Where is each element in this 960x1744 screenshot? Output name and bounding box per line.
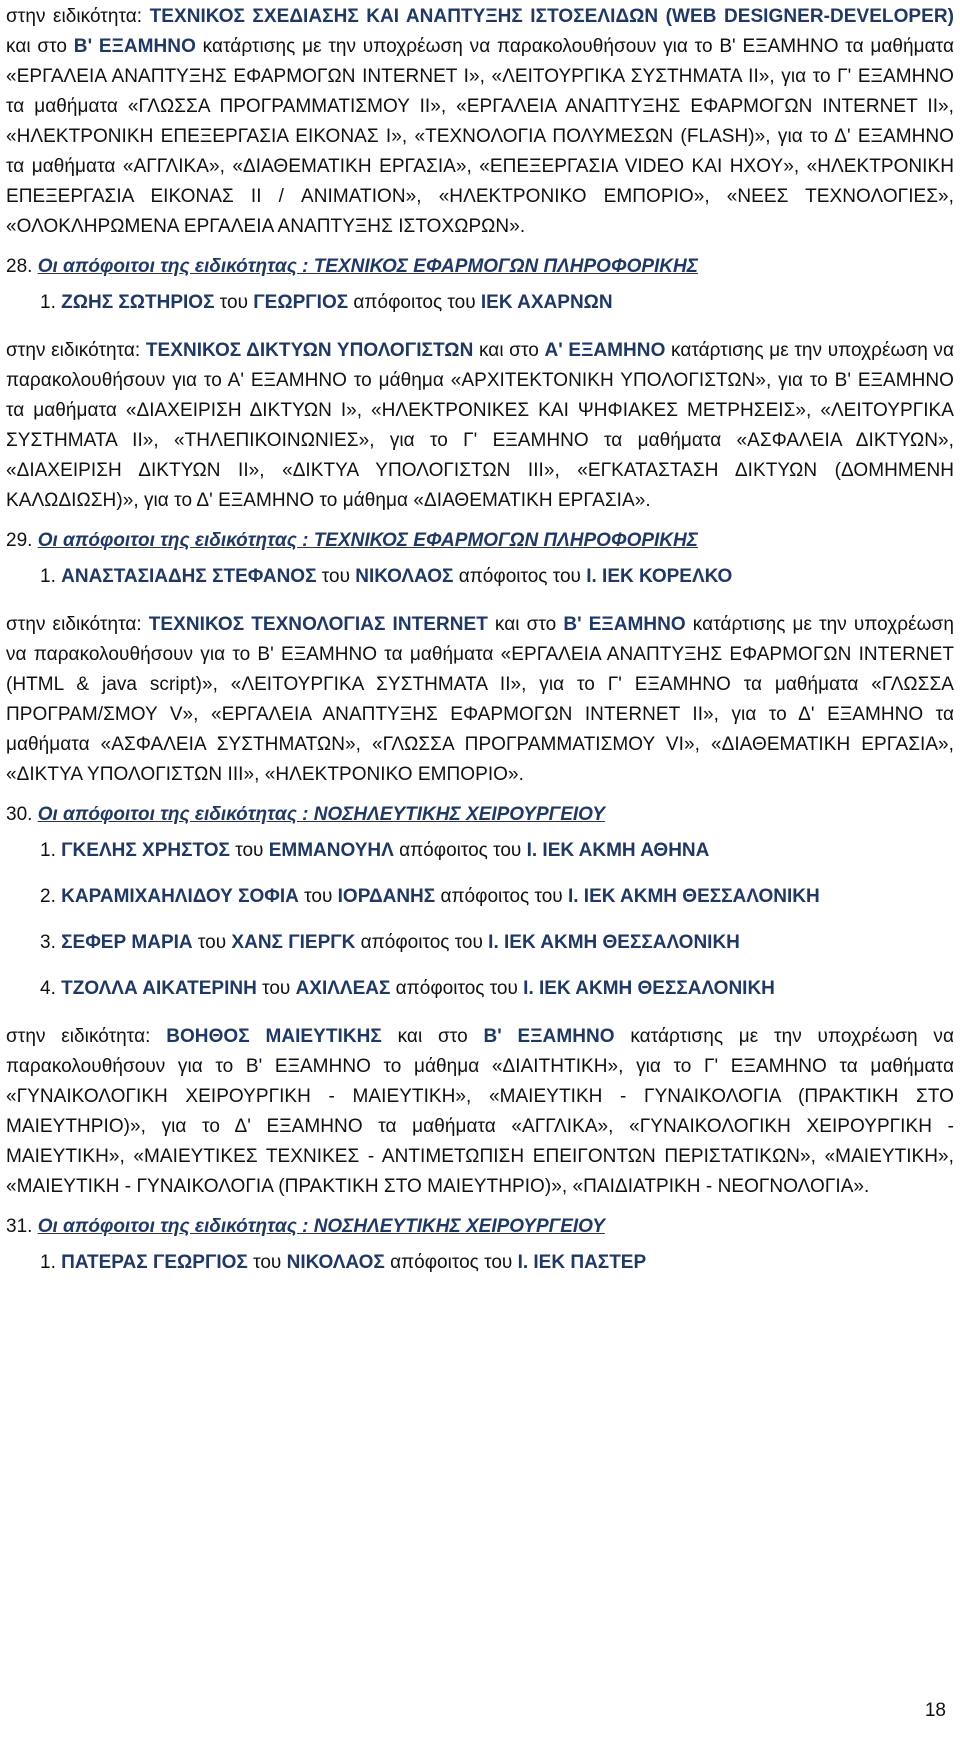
entry-of: του <box>316 566 356 587</box>
entry-number: 2. <box>40 886 56 907</box>
graduate-entry <box>6 288 954 318</box>
graduate-name: ΤΖΟΛΛΑ ΑΙΚΑΤΕΡΙΝΗ <box>61 978 257 999</box>
graduate-entry <box>6 562 954 592</box>
graduate-name: ΚΑΡΑΜΙΧΑΗΛΙΔΟΥ ΣΟΦΙΑ <box>61 886 299 907</box>
para-rest: κατάρτισης με την υποχρέωση να παρακολουθήσουν για το Α' ΕΞΑΜΗΝΟ το μάθημα «ΑΡΧΙΤΕΚΤΟΝΙΚΗ ΥΠΟΛΟΓΙΣΤΩΝ», για το Β' ΕΞΑΜΗΝΟ τα μαθήματα «ΔΙΑΧΕΙΡΙΣΗ ΔΙΚΤΥΩΝ Ι», «ΗΛΕΚΤΡΟΝΙΚΕΣ ΚΑΙ ΨΗΦΙΑΚΕΣ ΜΕΤΡΗΣΕΙΣ», «ΛΕΙΤΟΥΡΓΙΚΑ ΣΥΣΤΗΜΑΤΑ ΙΙ», «ΤΗΛΕΠΙΚΟΙΝΩΝΙΕΣ», για το Γ' ΕΞΑΜΗΝΟ τα μαθήματα «ΑΣΦΑΛΕΙΑ ΔΙΚΤΥΩΝ», «ΔΙΑΧΕΙΡΙΣΗ ΔΙΚΤΥΩΝ ΙΙ», «ΔΙΚΤΥΑ ΥΠΟΛΟΓΙΣΤΩΝ ΙΙΙ», «ΕΓΚΑΤΑΣΤΑΣΗ ΔΙΚΤΥΩΝ (ΔΟΜΗΜΕΝΗ ΚΑΛΩΔΙΩΣΗ)», για το Δ' ΕΞΑΜΗΝΟ το μάθημα «ΔΙΑΘΕΜΑΤΙΚΗ ΕΡΓΑΣΙΑ». <box>6 340 954 511</box>
page-number: 18 <box>924 1700 946 1721</box>
parent-name: ΝΙΚΟΛΑΟΣ <box>286 1252 385 1273</box>
section-title: Οι απόφοιτοι της ειδικότητας : ΤΕΧΝΙΚΟΣ ΕΦΑΡΜΟΓΩΝ ΠΛΗΡΟΦΟΡΙΚΗΣ <box>37 256 698 277</box>
para-semester: Α' ΕΞΑΜΗΝΟ <box>544 340 666 361</box>
school-name: Ι. ΙΕΚ ΑΚΜΗ ΘΕΣΣΑΛΟΝΙΚΗ <box>567 886 820 907</box>
parent-name: ΝΙΚΟΛΑΟΣ <box>355 566 454 587</box>
section-title: Οι απόφοιτοι της ειδικότητας : ΤΕΧΝΙΚΟΣ ΕΦΑΡΜΟΓΩΝ ΠΛΗΡΟΦΟΡΙΚΗΣ <box>37 530 698 551</box>
school-name: Ι. ΙΕΚ ΑΚΜΗ ΘΕΣΣΑΛΟΝΙΚΗ <box>523 978 775 999</box>
graduate-entry <box>6 974 954 1004</box>
school-name: Ι. ΙΕΚ ΑΚΜΗ ΑΘΗΝΑ <box>526 840 710 861</box>
section-number: 28. <box>6 256 33 277</box>
graduate-name: ΓΚΕΛΗΣ ΧΡΗΣΤΟΣ <box>61 840 230 861</box>
section-heading-31 <box>6 1212 954 1242</box>
graduate-entry <box>6 1248 954 1278</box>
entry-grad: απόφοιτος του <box>393 840 527 861</box>
school-name: Ι. ΙΕΚ ΠΑΣΤΕΡ <box>517 1252 647 1273</box>
entry-of: του <box>256 978 296 999</box>
parent-name: ΓΕΩΡΓΙΟΣ <box>253 292 349 313</box>
section-number: 30. <box>6 804 33 825</box>
entry-number: 1. <box>40 292 56 313</box>
entry-grad: απόφοιτος του <box>355 932 489 953</box>
school-name: Ι. ΙΕΚ ΚΟΡΕΛΚΟ <box>586 566 733 587</box>
school-name: Ι. ΙΕΚ ΑΚΜΗ ΘΕΣΣΑΛΟΝΙΚΗ <box>488 932 740 953</box>
para-specialty: ΒΟΗΘΟΣ ΜΑΙΕΥΤΙΚΗΣ <box>166 1026 382 1047</box>
para-lead: στην ειδικότητα: <box>6 6 150 27</box>
entry-grad: απόφοιτος του <box>348 292 481 313</box>
entry-of: του <box>214 292 254 313</box>
parent-name: ΑΧΙΛΛΕΑΣ <box>295 978 391 999</box>
entry-number: 1. <box>40 566 56 587</box>
section-paragraph-28 <box>6 334 954 516</box>
graduate-name: ΑΝΑΣΤΑΣΙΑΔΗΣ ΣΤΕΦΑΝΟΣ <box>61 566 317 587</box>
para-semester: Β' ΕΞΑΜΗΝΟ <box>483 1026 615 1047</box>
para-lead: στην ειδικότητα: <box>6 1026 167 1047</box>
para-semester: Β' ΕΞΑΜΗΝΟ <box>73 36 196 57</box>
section-heading-28 <box>6 252 954 282</box>
entry-grad: απόφοιτος του <box>453 566 587 587</box>
para-rest: κατάρτισης με την υποχρέωση να παρακολουθήσουν για το Β' ΕΞΑΜΗΝΟ τα μαθήματα «ΕΡΓΑΛΕΙΑ ΑΝΑΠΤΥΞΗΣ ΕΦΑΡΜΟΓΩΝ INTERNET (HTML & java script)», «ΛΕΙΤΟΥΡΓΙΚΑ ΣΥΣΤΗΜΑΤΑ ΙΙ», για το Γ' ΕΞΑΜΗΝΟ τα μαθήματα «ΓΛΩΣΣΑ ΠΡΟΓΡΑΜ/ΣΜΟΥ V», «ΕΡΓΑΛΕΙΑ ΑΝΑΠΤΥΞΗΣ ΕΦΑΡΜΟΓΩΝ INTERNET ΙΙ», για το Δ' ΕΞΑΜΗΝΟ τα μαθήματα «ΑΣΦΑΛΕΙΑ ΣΥΣΤΗΜΑΤΩΝ», «ΓΛΩΣΣΑ ΠΡΟΓΡΑΜΜΑΤΙΣΜΟΥ VI», «ΔΙΑΘΕΜΑΤΙΚΗ ΕΡΓΑΣΙΑ», «ΔΙΚΤΥΑ ΥΠΟΛΟΓΙΣΤΩΝ ΙΙΙ», «ΗΛΕΚΤΡΟΝΙΚΟ ΕΜΠΟΡΙΟ». <box>6 614 954 785</box>
section-heading-30 <box>6 800 954 830</box>
para-lead: στην ειδικότητα: <box>6 614 149 635</box>
entry-grad: απόφοιτος του <box>384 1252 518 1273</box>
entry-of: του <box>192 932 232 953</box>
entry-of: του <box>298 886 338 907</box>
parent-name: ΧΑΝΣ ΓΙΕΡΓΚ <box>231 932 356 953</box>
section-paragraph-29 <box>6 608 954 790</box>
graduate-entry <box>6 836 954 866</box>
para-mid: και στο <box>473 340 545 361</box>
graduate-entry <box>6 882 954 912</box>
school-name: ΙΕΚ ΑΧΑΡΝΩΝ <box>480 292 613 313</box>
entry-number: 3. <box>40 932 56 953</box>
section-title: Οι απόφοιτοι της ειδικότητας : ΝΟΣΗΛΕΥΤΙΚΗΣ ΧΕΙΡΟΥΡΓΕΙΟΥ <box>37 804 605 825</box>
para-mid: και στο <box>487 614 564 635</box>
para-specialty: ΤΕΧΝΙΚΟΣ ΣΧΕΔΙΑΣΗΣ ΚΑΙ ΑΝΑΠΤΥΞΗΣ ΙΣΤΟΣΕΛΙΔΩΝ (WEB DESIGNER-DEVELOPER) <box>149 6 954 27</box>
intro-paragraph <box>6 0 954 242</box>
para-specialty: ΤΕΧΝΙΚΟΣ ΔΙΚΤΥΩΝ ΥΠΟΛΟΓΙΣΤΩΝ <box>145 340 474 361</box>
para-mid: και στο <box>381 1026 484 1047</box>
para-rest: κατάρτισης με την υποχρέωση να παρακολουθήσουν για το Β' ΕΞΑΜΗΝΟ το μάθημα «ΔΙΑΙΤΗΤΙΚΗ», για το Γ' ΕΞΑΜΗΝΟ τα μαθήματα «ΓΥΝΑΙΚΟΛΟΓΙΚΗ ΧΕΙΡΟΥΡΓΙΚΗ - ΜΑΙΕΥΤΙΚΗ», «ΜΑΙΕΥΤΙΚΗ - ΓΥΝΑΙΚΟΛΟΓΙΑ (ΠΡΑΚΤΙΚΗ ΣΤΟ ΜΑΙΕΥΤΗΡΙΟ)», για το Δ' ΕΞΑΜΗΝΟ τα μαθήματα «ΑΓΓΛΙΚΑ», «ΓΥΝΑΙΚΟΛΟΓΙΚΗ ΧΕΙΡΟΥΡΓΙΚΗ - ΜΑΙΕΥΤΙΚΗ», «ΜΑΙΕΥΤΙΚΕΣ ΤΕΧΝΙΚΕΣ - ΑΝΤΙΜΕΤΩΠΙΣΗ ΕΠΕΙΓΟΝΤΩΝ ΠΕΡΙΣΤΑΤΙΚΩΝ», «ΜΑΙΕΥΤΙΚΗ», «ΜΑΙΕΥΤΙΚΗ - ΓΥΝΑΙΚΟΛΟΓΙΑ (ΠΡΑΚΤΙΚΗ ΣΤΟ ΜΑΙΕΥΤΗΡΙΟ)», «ΠΑΙΔΙΑΤΡΙΚΗ - ΝΕΟΓΝΟΛΟΓΙΑ». <box>6 1026 954 1197</box>
entry-of: του <box>247 1252 287 1273</box>
entry-number: 4. <box>40 978 56 999</box>
entry-grad: απόφοιτος του <box>390 978 524 999</box>
para-specialty: ΤΕΧΝΙΚΟΣ ΤΕΧΝΟΛΟΓΙΑΣ INTERNET <box>148 614 488 635</box>
para-mid: και στο <box>6 36 74 57</box>
section-paragraph-30 <box>6 1020 954 1202</box>
section-number: 29. <box>6 530 33 551</box>
entry-of: του <box>229 840 269 861</box>
section-heading-29 <box>6 526 954 556</box>
parent-name: ΕΜΜΑΝΟΥΗΛ <box>268 840 394 861</box>
para-semester: Β' ΕΞΑΜΗΝΟ <box>563 614 686 635</box>
entry-number: 1. <box>40 840 56 861</box>
graduate-name: ΖΩΗΣ ΣΩΤΗΡΙΟΣ <box>61 292 215 313</box>
graduate-name: ΣΕΦΕΡ ΜΑΡΙΑ <box>61 932 193 953</box>
graduate-entry <box>6 928 954 958</box>
graduate-name: ΠΑΤΕΡΑΣ ΓΕΩΡΓΙΟΣ <box>61 1252 248 1273</box>
entry-number: 1. <box>40 1252 56 1273</box>
parent-name: ΙΟΡΔΑΝΗΣ <box>337 886 436 907</box>
para-rest: κατάρτισης με την υποχρέωση να παρακολουθήσουν για το Β' ΕΞΑΜΗΝΟ τα μαθήματα «ΕΡΓΑΛΕΙΑ ΑΝΑΠΤΥΞΗΣ ΕΦΑΡΜΟΓΩΝ INTERNET Ι», «ΛΕΙΤΟΥΡΓΙΚΑ ΣΥΣΤΗΜΑΤΑ ΙΙ», για το Γ' ΕΞΑΜΗΝΟ τα μαθήματα «ΓΛΩΣΣΑ ΠΡΟΓΡΑΜΜΑΤΙΣΜΟΥ ΙΙ», «ΕΡΓΑΛΕΙΑ ΑΝΑΠΤΥΞΗΣ ΕΦΑΡΜΟΓΩΝ INTERNET ΙΙ», «ΗΛΕΚΤΡΟΝΙΚΗ ΕΠΕΞΕΡΓΑΣΙΑ ΕΙΚΟΝΑΣ Ι», «ΤΕΧΝΟΛΟΓΙΑ ΠΟΛΥΜΕΣΩΝ (FLASH)», για το Δ' ΕΞΑΜΗΝΟ τα μαθήματα «ΑΓΓΛΙΚΑ», «ΔΙΑΘΕΜΑΤΙΚΗ ΕΡΓΑΣΙΑ», «ΕΠΕΞΕΡΓΑΣΙΑ VIDEO ΚΑΙ ΗΧΟΥ», «ΗΛΕΚΤΡΟΝΙΚΗ ΕΠΕΞΕΡΓΑΣΙΑ ΕΙΚΟΝΑΣ ΙΙ / ANIMATION», «ΗΛΕΚΤΡΟΝΙΚΟ ΕΜΠΟΡΙΟ», «ΝΕΕΣ ΤΕΧΝΟΛΟΓΙΕΣ», «ΟΛΟΚΛΗΡΩΜΕΝΑ ΕΡΓΑΛΕΙΑ ΑΝΑΠΤΥΞΗΣ ΙΣΤΟΧΩΡΩΝ». <box>6 36 954 237</box>
document-page <box>6 0 954 1294</box>
section-number: 31. <box>6 1216 33 1237</box>
section-title: Οι απόφοιτοι της ειδικότητας : ΝΟΣΗΛΕΥΤΙΚΗΣ ΧΕΙΡΟΥΡΓΕΙΟΥ <box>37 1216 605 1237</box>
para-lead: στην ειδικότητα: <box>6 340 146 361</box>
entry-grad: απόφοιτος του <box>435 886 568 907</box>
